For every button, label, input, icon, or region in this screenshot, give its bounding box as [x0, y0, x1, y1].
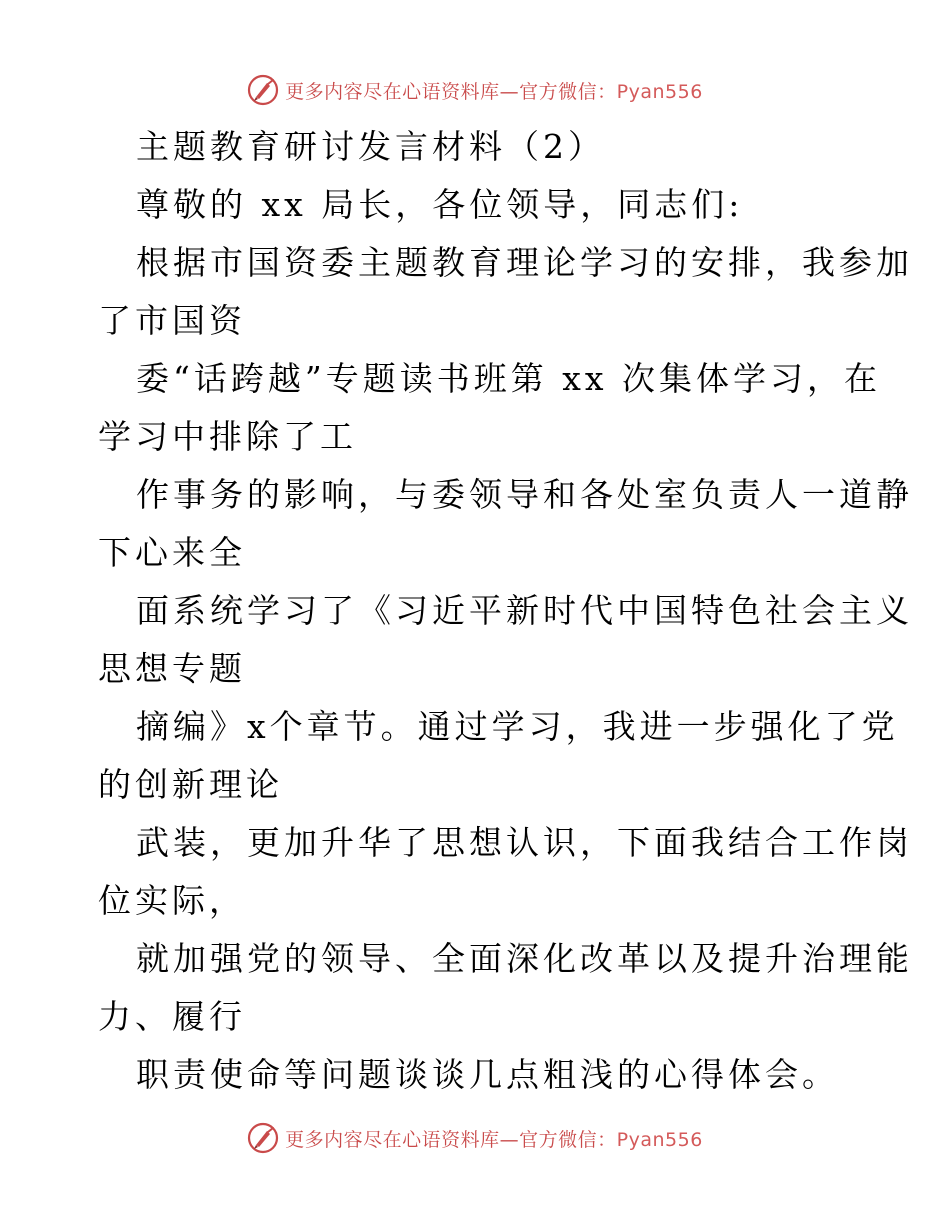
- paragraph-line: 位实际，: [98, 881, 246, 920]
- paragraph-line: 面系统学习了《习近平新时代中国特色社会主义: [136, 591, 913, 630]
- paragraph-line: 思想专题: [98, 649, 246, 688]
- watermark-text: [285, 1125, 703, 1152]
- document-body: [98, 118, 913, 1104]
- paragraph-line: 摘编》x个章节。通过学习，我进一步强化了党: [136, 707, 899, 746]
- paragraph-line: 学习中排除了工: [98, 417, 357, 456]
- paragraph-line: 的创新理论: [98, 765, 283, 804]
- paragraph-line: 职责使命等问题谈谈几点粗浅的心得体会。: [136, 1055, 839, 1094]
- document-salutation: 尊敬的 xx 局长，各位领导，同志们:: [136, 185, 744, 224]
- paragraph-line: 委“话跨越”专题读书班第 xx 次集体学习，在: [136, 359, 881, 398]
- document-title: 主题教育研讨发言材料（2）: [136, 127, 605, 166]
- header-watermark: [0, 70, 950, 110]
- footer-watermark: [0, 1118, 950, 1158]
- paragraph-line: 了市国资: [98, 301, 246, 340]
- watermark-text: [285, 77, 703, 104]
- paragraph-line: 根据市国资委主题教育理论学习的安排，我参加: [136, 243, 913, 282]
- paragraph-line: 下心来全: [98, 533, 246, 572]
- watermark-label: 更多内容尽在心语资料库—官方微信：: [285, 80, 617, 103]
- paragraph-line: 武装，更加升华了思想认识，下面我结合工作岗: [136, 823, 913, 862]
- paragraph-line: 就加强党的领导、全面深化改革以及提升治理能: [136, 939, 913, 978]
- watermark-label: 更多内容尽在心语资料库—官方微信：: [285, 1128, 617, 1151]
- paragraph-line: 力、履行: [98, 997, 246, 1036]
- watermark-account: Pyan556: [616, 80, 703, 103]
- paragraph-line: 作事务的影响，与委领导和各处室负责人一道静: [136, 475, 913, 514]
- quill-pen-logo-icon: [247, 74, 279, 106]
- quill-pen-logo-icon: [247, 1122, 279, 1154]
- watermark-account: Pyan556: [616, 1128, 703, 1151]
